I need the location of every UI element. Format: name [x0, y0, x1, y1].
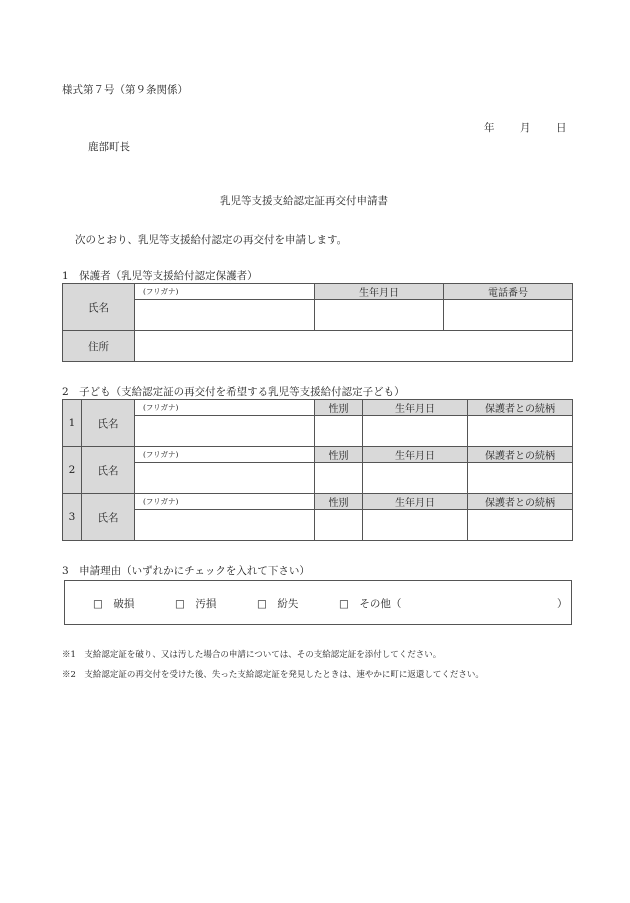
guardian-birth-field[interactable] [315, 300, 444, 331]
child-name-label: 氏名 [82, 400, 135, 447]
reason-option-soiled[interactable]: □ 汚損 [175, 598, 217, 610]
child-sex-field[interactable] [315, 510, 363, 541]
reason-option-other[interactable]: □ その他（ [339, 598, 402, 610]
date-day: 日 [556, 122, 567, 134]
child-sex-field[interactable] [315, 416, 363, 447]
date-month: 月 [520, 122, 531, 134]
guardian-table [62, 283, 573, 362]
note-2: ※2 支給認定証の再交付を受けた後、失った支給認定証を発見したときは、速やかに町に返還してください。 [62, 670, 484, 680]
child-table [62, 399, 573, 541]
child-relation-label: 保護者との続柄 [468, 494, 573, 510]
guardian-address-field[interactable] [135, 331, 573, 362]
child-birth-field[interactable] [363, 463, 468, 494]
child-name-label: 氏名 [82, 447, 135, 494]
child-relation-field[interactable] [468, 416, 573, 447]
section1-heading: 1 保護者（乳児等支援給付認定保護者） [62, 270, 258, 282]
reason-option-damaged[interactable]: □ 破損 [93, 598, 135, 610]
child-sex-label: 性別 [315, 494, 363, 510]
child-name-field[interactable] [135, 510, 315, 541]
guardian-birth-label: 生年月日 [315, 284, 444, 300]
date-year: 年 [484, 122, 495, 134]
child-birth-label: 生年月日 [363, 447, 468, 463]
child-relation-field[interactable] [468, 510, 573, 541]
form-number: 様式第７号（第９条関係） [62, 84, 188, 96]
guardian-furigana-label: (フリガナ) [135, 284, 315, 300]
guardian-phone-field[interactable] [444, 300, 573, 331]
child-relation-label: 保護者との続柄 [468, 400, 573, 416]
child-furigana-label: (フリガナ) [135, 494, 315, 510]
section3-heading: 3 申請理由（いずれかにチェックを入れて下さい） [62, 565, 310, 577]
intro-text: 次のとおり、乳児等支援給付認定の再交付を申請します。 [75, 234, 348, 246]
child-birth-label: 生年月日 [363, 400, 468, 416]
guardian-address-label: 住所 [63, 331, 135, 362]
child-row-number: 2 [63, 447, 82, 494]
section2-heading: 2 子ども（支給認定証の再交付を希望する乳児等支援給付認定子ども） [62, 386, 405, 398]
guardian-name-field[interactable] [135, 300, 315, 331]
child-relation-field[interactable] [468, 463, 573, 494]
child-furigana-label: (フリガナ) [135, 400, 315, 416]
guardian-name-label: 氏名 [63, 284, 135, 331]
child-row-number: 3 [63, 494, 82, 541]
note-1: ※1 支給認定証を破り、又は汚した場合の申請については、その支給認定証を添付してください。 [62, 650, 442, 660]
reason-other-close-paren: ） [557, 598, 568, 610]
guardian-phone-label: 電話番号 [444, 284, 573, 300]
reason-option-lost[interactable]: □ 紛失 [257, 598, 299, 610]
form-title: 乳児等支援支給認定証再交付申請書 [220, 195, 388, 207]
child-sex-label: 性別 [315, 447, 363, 463]
child-sex-field[interactable] [315, 463, 363, 494]
child-birth-field[interactable] [363, 510, 468, 541]
child-name-field[interactable] [135, 463, 315, 494]
reason-box [64, 580, 572, 625]
child-name-label: 氏名 [82, 494, 135, 541]
child-furigana-label: (フリガナ) [135, 447, 315, 463]
addressee: 鹿部町長 [88, 141, 130, 153]
child-relation-label: 保護者との続柄 [468, 447, 573, 463]
child-birth-label: 生年月日 [363, 494, 468, 510]
child-sex-label: 性別 [315, 400, 363, 416]
child-birth-field[interactable] [363, 416, 468, 447]
child-row-number: 1 [63, 400, 82, 447]
child-name-field[interactable] [135, 416, 315, 447]
